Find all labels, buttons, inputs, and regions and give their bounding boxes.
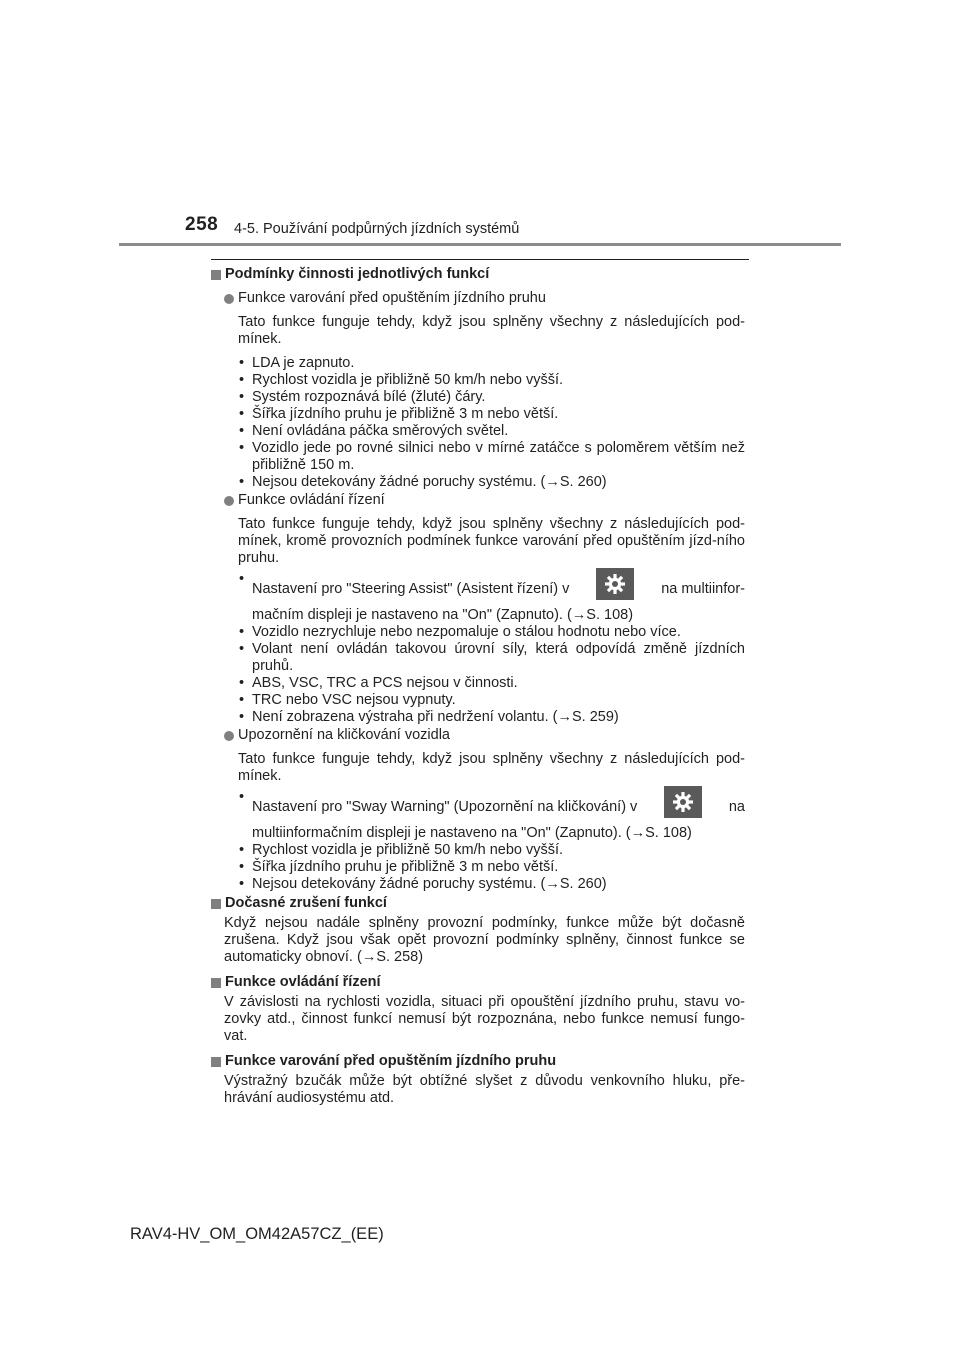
paragraph: Výstražný bzučák může být obtížné slyšet z důvodu venkovního hluku, pře-hrávání audiosystému atd. xyxy=(224,1073,745,1106)
list-item: • Rychlost vozidla je přibližně 50 km/h nebo vyšší. xyxy=(238,372,745,389)
paragraph: Když nejsou nadále splněny provozní podmínky, funkce může být dočasně zrušena. Když jsou však opět provozní podmínky splněny, činnost funkce se automaticky obnoví. (→S. 258) xyxy=(224,915,745,965)
list-item-text-continued: multiinformačním displeji je nastaveno na "On" (Zapnuto). (→S. 108) xyxy=(252,825,692,841)
list-item: • Rychlost vozidla je přibližně 50 km/h nebo vyšší. xyxy=(238,842,745,859)
square-bullet-icon xyxy=(211,899,221,909)
subheading-title: Upozornění na kličkování vozidla xyxy=(238,727,450,743)
list-item-with-icon xyxy=(238,789,745,842)
round-bullet-icon xyxy=(224,731,234,741)
list-item: • Volant není ovládán takovou úrovní síly, která odpovídá změně jízdních pruhů. xyxy=(238,641,745,675)
subheading-title: Funkce ovládání řízení xyxy=(238,492,385,508)
paragraph: V závislosti na rychlosti vozidla, situaci při opouštění jízdního pruhu, stavu vo-zovky atd., činnost funkcí nemusí být rozpoznána, nebo funkce nemusí fungo-vat. xyxy=(224,994,745,1044)
list-item: • Nejsou detekovány žádné poruchy systému. (→S. 260) xyxy=(238,876,745,893)
section-title: Funkce ovládání řízení xyxy=(225,974,381,990)
paragraph: Tato funkce funguje tehdy, když jsou splněny všechny z následujících pod-mínek, kromě provozních podmínek funkce varování před opuštěním jízd-ního pruhu. xyxy=(238,516,745,566)
gear-icon xyxy=(664,786,702,818)
list-item-text-continued: mačním displeji je nastaveno na "On" (Zapnuto). (→S. 108) xyxy=(252,607,634,623)
gear-icon xyxy=(596,568,634,600)
subheading-title: Funkce varování před opuštěním jízdního pruhu xyxy=(238,290,546,306)
round-bullet-icon xyxy=(224,294,234,304)
round-bullet-icon xyxy=(224,496,234,506)
list-item-with-icon xyxy=(238,571,745,624)
header-divider xyxy=(119,243,841,246)
list-item: • ABS, VSC, TRC a PCS nejsou v činnosti. xyxy=(238,675,745,692)
list-item: • Nejsou detekovány žádné poruchy systému. (→S. 260) xyxy=(238,474,745,491)
section-heading-conditions xyxy=(211,266,745,283)
list-item: • Šířka jízdního pruhu je přibližně 3 m nebo větší. xyxy=(238,406,745,423)
square-bullet-icon xyxy=(211,978,221,988)
list-item-text: na multiinfor- xyxy=(661,580,745,597)
condition-list-steering xyxy=(238,571,745,726)
list-item-text: • Nastavení pro "Steering Assist" (Asistent řízení) v xyxy=(252,580,570,597)
page-number: 258 xyxy=(185,214,219,235)
subheading-lda-warning xyxy=(224,290,745,307)
list-item: • TRC nebo VSC nejsou vypnuty. xyxy=(238,692,745,709)
list-item: • Není ovládána páčka směrových světel. xyxy=(238,423,745,440)
section-title: Funkce varování před opuštěním jízdního pruhu xyxy=(225,1053,557,1069)
section-title: Dočasné zrušení funkcí xyxy=(225,895,387,911)
section-title: Podmínky činnosti jednotlivých funkcí xyxy=(225,266,490,282)
list-item-text: na xyxy=(728,798,745,815)
condition-list-lda xyxy=(238,355,745,491)
list-item: • Systém rozpoznává bílé (žluté) čáry. xyxy=(238,389,745,406)
list-item-text: • Nastavení pro "Sway Warning" (Upozornění na kličkování) v xyxy=(252,798,638,815)
list-item: • LDA je zapnuto. xyxy=(238,355,745,372)
chapter-title: 4-5. Používání podpůrných jízdních systémů xyxy=(234,221,520,237)
square-bullet-icon xyxy=(211,270,221,280)
list-item: • Není zobrazena výstraha při nedržení volantu. (→S. 259) xyxy=(238,709,745,726)
subheading-sway xyxy=(224,727,745,744)
paragraph: Tato funkce funguje tehdy, když jsou splněny všechny z následujících pod-mínek. xyxy=(238,751,745,784)
paragraph: Tato funkce funguje tehdy, když jsou splněny všechny z následujících pod-mínek. xyxy=(238,314,745,347)
content-divider xyxy=(211,259,749,260)
document-code: RAV4-HV_OM_OM42A57CZ_(EE) xyxy=(130,1225,384,1243)
page-content xyxy=(211,265,745,1107)
section-heading-steering-control xyxy=(211,974,745,991)
list-item: • Vozidlo nezrychluje nebo nezpomaluje o stálou hodnotu nebo více. xyxy=(238,624,745,641)
square-bullet-icon xyxy=(211,1057,221,1067)
section-heading-lane-departure xyxy=(211,1053,745,1070)
section-heading-temporary-cancel xyxy=(211,895,745,912)
list-item: • Vozidlo jede po rovné silnici nebo v mírné zatáčce s poloměrem větším než přibližně 150 m. xyxy=(238,440,745,474)
subheading-steering xyxy=(224,492,745,509)
list-item: • Šířka jízdního pruhu je přibližně 3 m nebo větší. xyxy=(238,859,745,876)
condition-list-sway xyxy=(238,789,745,893)
